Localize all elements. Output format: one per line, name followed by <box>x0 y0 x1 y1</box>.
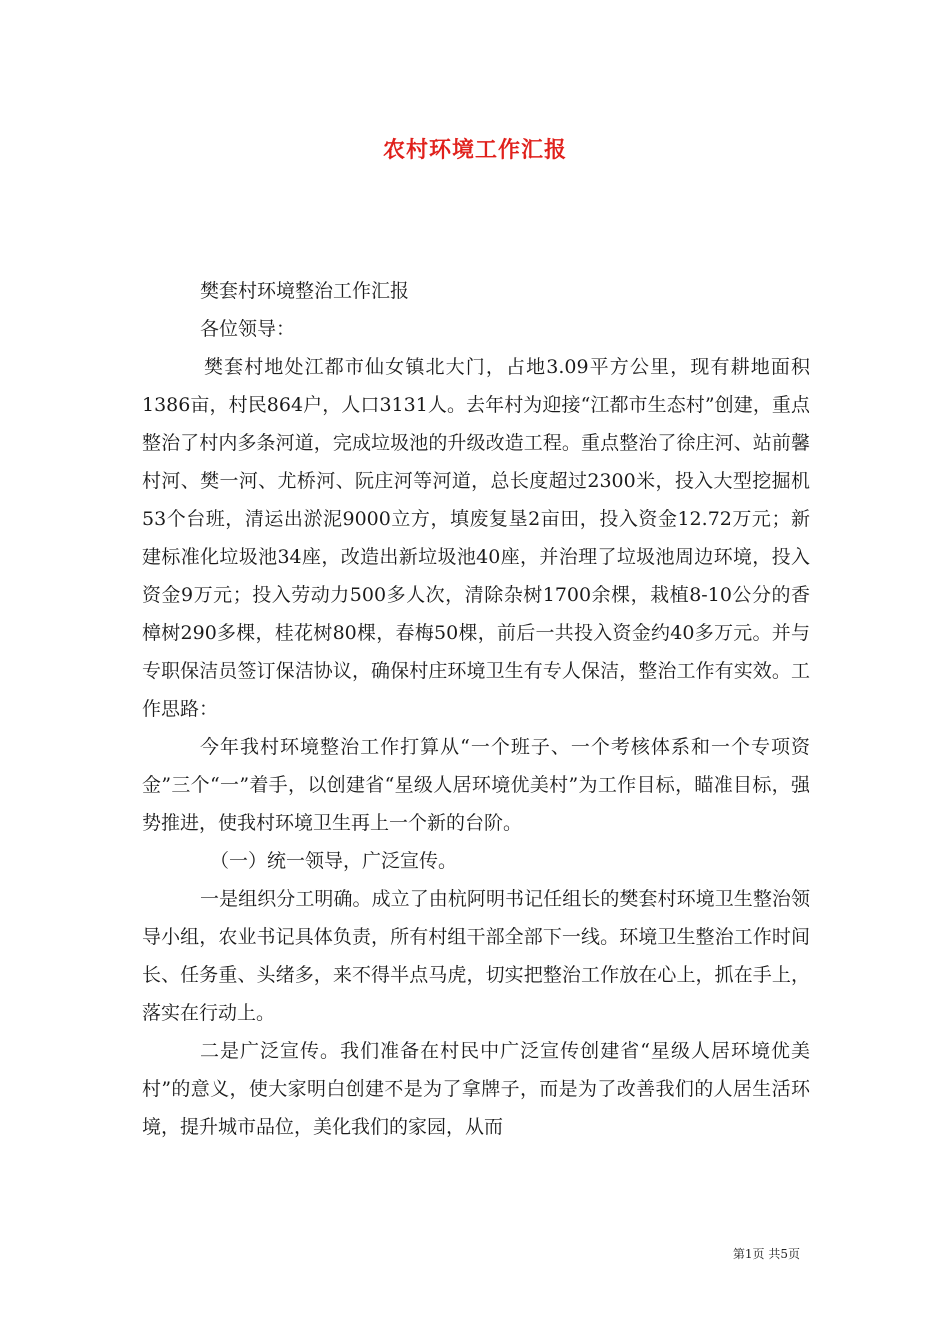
document-title: 农村环境工作汇报 <box>382 137 567 163</box>
paragraph-overview: 樊套村地处江都市仙女镇北大门，占地3.09平方公里，现有耕地面积1386亩，村民864户，人口3131人。去年村为迎接“江都市生态村”创建，重点整治了村内多条河道，完成垃圾池的升级改造工程。重点整治了徐庄河、站前馨村河、樊一河、尤桥河、阮庄河等河道，总长度超过2300米，投入大型挖掘机53个台班，清运出淤泥9000立方，填废复垦2亩田，投入资金12.72万元；新建标准化垃圾池34座，改造出新垃圾池40座，并治理了垃圾池周边环境，投入资金9万元；投入劳动力500多人次，清除杂树1700余棵，栽植8-10公分的香樟树290多棵，桂花树80棵，春梅50棵，前后一共投入资金约40多万元。并与专职保洁员签订保洁协议，确保村庄环境卫生有专人保洁，整治工作有实效。工作思路： <box>142 356 810 720</box>
salutation: 各位领导： <box>200 318 296 340</box>
paragraph-publicity: 二是广泛宣传。我们准备在村民中广泛宣传创建省“星级人居环境优美村”的意义，使大家明白创建不是为了拿牌子，而是为了改善我们的人居生活环境，提升城市品位，美化我们的家园，从而 <box>142 1040 810 1138</box>
page-number: 第1页 共5页 <box>732 1247 800 1261</box>
paragraph-plan: 今年我村环境整治工作打算从“一个班子、一个考核体系和一个专项资金”三个“一”着手，以创建省“星级人居环境优美村”为工作目标，瞄准目标，强势推进，使我村环境卫生再上一个新的台阶。 <box>142 736 810 834</box>
section-heading-1: （一）统一领导，广泛宣传。 <box>210 850 458 872</box>
report-heading: 樊套村环境整治工作汇报 <box>200 280 410 302</box>
document-body <box>142 272 810 1146</box>
paragraph-organization: 一是组织分工明确。成立了由杭阿明书记任组长的樊套村环境卫生整治领导小组，农业书记具体负责，所有村组干部全部下一线。环境卫生整治工作时间长、任务重、头绪多，来不得半点马虎，切实把整治工作放在心上，抓在手上，落实在行动上。 <box>142 888 810 1024</box>
